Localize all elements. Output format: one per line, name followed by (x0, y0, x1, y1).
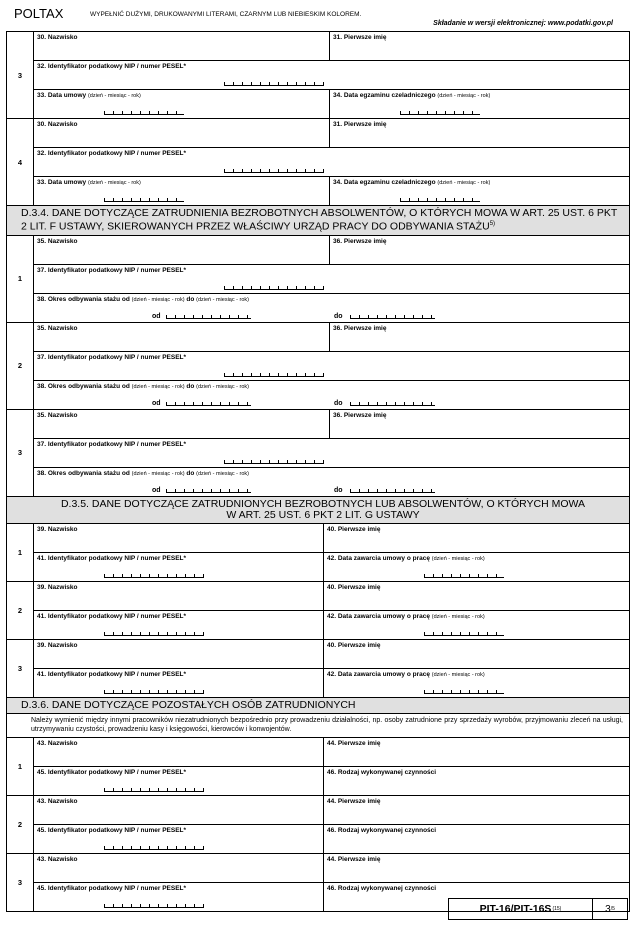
field-label (327, 827, 436, 834)
field-label-text: 36. Pierwsze imię (333, 324, 387, 332)
field-label: 38. Okres odbywania stażu od (dzień - miesiąc - rok) do (dzień - miesiąc - rok) (37, 469, 249, 477)
field-label-text: 33. Data umowy (37, 179, 87, 186)
field-label-text: 31. Pierwsze imię (333, 121, 387, 128)
field-label-note: (dzień - miesiąc - rok) (87, 180, 141, 186)
internship-period-field[interactable] (34, 381, 629, 409)
field-label-text: 40. Pierwsze imię (327, 641, 381, 649)
exam-date-field[interactable] (330, 177, 629, 205)
field-label: 38. Okres odbywania stażu od (dzień - miesiąc - rok) do (dzień - miesiąc - rok) (37, 382, 249, 390)
row-number: 4 (7, 119, 34, 205)
firstname-field[interactable] (330, 119, 629, 147)
field-label (333, 34, 386, 41)
taxid-field[interactable] (34, 553, 324, 581)
taxid-field[interactable] (34, 767, 324, 795)
field-label-text: 36. Pierwsze imię (333, 237, 387, 245)
row-number: 3 (7, 854, 34, 911)
field-label-note: (dzień - miesiąc - rok) (437, 93, 491, 99)
field-label (37, 412, 77, 419)
electronic-filing-note: Składanie w wersji elektronicznej: www.podatki.gov.pl (433, 20, 613, 27)
field-label (327, 856, 380, 863)
field-label (37, 613, 186, 620)
field-label-text: 34. Data egzaminu czeladniczego (333, 92, 436, 99)
field-label (37, 34, 77, 41)
lastname-field[interactable] (34, 410, 330, 438)
field-label (333, 412, 386, 419)
field-label-note: (dzień - miesiąc - rok) (87, 93, 141, 99)
required-marker: * (183, 612, 187, 620)
taxid-field[interactable] (34, 148, 629, 176)
entry-boxes[interactable] (400, 198, 480, 202)
field-label (327, 555, 485, 562)
entry-boxes[interactable] (424, 574, 504, 578)
firstname-field[interactable] (324, 524, 629, 552)
form-code: PIT-16/PIT-16S (15) (449, 899, 593, 919)
taxid-field[interactable] (34, 669, 324, 697)
field-label-text: 37. Identyfikator podatkowy NIP / numer PESEL (37, 266, 184, 274)
contract-date-field[interactable] (34, 177, 330, 205)
section-title-d34: D.3.4. DANE DOTYCZĄCE ZATRUDNIENIA BEZROBOTNYCH ABSOLWENTÓW, O KTÓRYCH MOWA W ART. 25 UST. 6 PKT 2 LIT. F USTAWY, SKIEROWANYCH PRZEZ WŁAŚCIWY URZĄD PRACY DO ODBYWANIA STAŻU$^{5)}$ (7, 206, 629, 236)
lastname-field[interactable] (34, 236, 330, 264)
required-marker: * (183, 768, 187, 776)
entry-boxes[interactable] (224, 169, 324, 173)
field-label (37, 769, 186, 776)
field-label-text: 44. Pierwsze imię (327, 855, 381, 863)
field-label-text: 30. Nazwisko (37, 34, 78, 41)
field-label (37, 179, 141, 186)
from-label: od (152, 486, 161, 494)
field-label-text: 44. Pierwsze imię (327, 797, 381, 805)
firstname-field[interactable] (330, 236, 629, 264)
field-label (333, 325, 386, 332)
entry-boxes[interactable] (350, 315, 435, 319)
firstname-field[interactable] (324, 738, 629, 766)
field-label-text: 40. Pierwsze imię (327, 525, 381, 533)
field-label-note: (dzień - miesiąc - rok) (431, 671, 485, 678)
taxid-field[interactable] (34, 352, 629, 380)
person-row-2 (7, 582, 629, 640)
field-label (327, 613, 485, 620)
row-number: 1 (7, 524, 34, 581)
field-label (37, 555, 186, 562)
taxid-field[interactable] (34, 61, 629, 89)
taxid-field[interactable] (34, 883, 324, 911)
entry-boxes[interactable] (350, 489, 435, 493)
field-label-text: 39. Nazwisko (37, 583, 78, 591)
field-label-text: 43. Nazwisko (37, 739, 78, 747)
field-label-text: 31. Pierwsze imię (333, 34, 387, 41)
field-label-text: 44. Pierwsze imię (327, 739, 381, 747)
field-label-text: 35. Nazwisko (37, 237, 78, 245)
entry-boxes[interactable] (166, 402, 251, 406)
field-label-text: 45. Identyfikator podatkowy NIP / numer PESEL (37, 768, 184, 776)
field-label (37, 526, 77, 533)
activity-type-field[interactable] (324, 767, 629, 795)
field-label (333, 121, 386, 128)
firstname-field[interactable] (324, 582, 629, 610)
section-title-d36: D.3.6. DANE DOTYCZĄCE POZOSTAŁYCH OSÓB ZATRUDNIONYCH (7, 698, 629, 714)
row-number: 2 (7, 323, 34, 409)
field-label (327, 526, 380, 533)
person-row-3 (7, 640, 629, 698)
field-label-text: 42. Data zawarcia umowy o pracę (327, 554, 430, 562)
form-footer (448, 898, 628, 920)
field-label-note: (dzień - miesiąc - rok) (431, 555, 485, 562)
from-label: od (152, 399, 161, 407)
field-label (37, 325, 77, 332)
entry-boxes[interactable] (104, 904, 204, 908)
entry-boxes[interactable] (224, 373, 324, 377)
exam-date-field[interactable] (330, 90, 629, 118)
person-row-2 (7, 796, 629, 854)
entry-boxes[interactable] (166, 489, 251, 493)
person-row-3 (7, 32, 629, 119)
person-row-2 (7, 323, 629, 410)
row-number: 3 (7, 640, 34, 697)
field-label-text: 35. Nazwisko (37, 324, 78, 332)
required-marker: * (183, 826, 187, 834)
firstname-field[interactable] (324, 796, 629, 824)
from-label: od (152, 312, 161, 320)
lastname-field[interactable] (34, 323, 330, 351)
field-label (37, 798, 77, 805)
contract-date-field[interactable] (324, 669, 629, 697)
lastname-field[interactable] (34, 854, 324, 882)
lastname-field[interactable] (34, 32, 330, 60)
entry-boxes[interactable] (424, 632, 504, 636)
entry-boxes[interactable] (104, 788, 204, 792)
section-note: Należy wymienić między innymi pracowników niezatrudnionych bezpośrednio przy prowadzeniu działalności, np. osoby zatrudnione przy sprzedaży wyrobów, przyjmowaniu zleceń na usługi, utrzymywaniu czystości, prowadzeniu kasy i księgowości, kierowców i konwojentów. (7, 714, 629, 738)
row-number: 3 (7, 32, 34, 118)
field-label-text: 37. Identyfikator podatkowy NIP / numer PESEL (37, 440, 184, 448)
field-label-text: 46. Rodzaj wykonywanej czynności (327, 826, 437, 834)
person-row-4 (7, 119, 629, 206)
person-row-3 (7, 410, 629, 497)
field-label-text: 46. Rodzaj wykonywanej czynności (327, 884, 437, 892)
field-label-text: 34. Data egzaminu czeladniczego (333, 179, 436, 186)
field-label-text: 41. Identyfikator podatkowy NIP / numer PESEL (37, 670, 184, 678)
field-label-text: 45. Identyfikator podatkowy NIP / numer PESEL (37, 884, 184, 892)
field-label-text: 45. Identyfikator podatkowy NIP / numer PESEL (37, 826, 184, 834)
field-label-text: 41. Identyfikator podatkowy NIP / numer PESEL (37, 554, 184, 562)
page-number: 3 /5 (605, 903, 615, 915)
field-label (37, 740, 77, 747)
field-label-note: (dzień - miesiąc - rok) (431, 613, 485, 620)
entry-boxes[interactable] (224, 460, 324, 464)
field-label (37, 63, 186, 70)
field-label (327, 740, 380, 747)
internship-period-field[interactable] (34, 468, 629, 496)
firstname-field[interactable] (330, 410, 629, 438)
person-row-1 (7, 236, 629, 323)
lastname-field[interactable] (34, 796, 324, 824)
field-label-text: 42. Data zawarcia umowy o pracę (327, 670, 430, 678)
field-label (327, 798, 380, 805)
field-label-text: 40. Pierwsze imię (327, 583, 381, 591)
field-label-text: 42. Data zawarcia umowy o pracę (327, 612, 430, 620)
to-label: do (334, 399, 343, 407)
field-label-text: 43. Nazwisko (37, 855, 78, 863)
field-label (37, 584, 77, 591)
lastname-field[interactable] (34, 640, 324, 668)
section-title-d35: D.3.5. DANE DOTYCZĄCE ZATRUDNIONYCH BEZROBOTNYCH LUB ABSOLWENTÓW, O KTÓRYCH MOWA W ART. 25 UST. 6 PKT 2 LIT. G USTAWY (7, 497, 629, 524)
entry-boxes[interactable] (224, 286, 324, 290)
field-label (37, 827, 186, 834)
field-label (333, 92, 490, 99)
entry-boxes[interactable] (104, 111, 184, 115)
entry-boxes[interactable] (104, 198, 184, 202)
brand-label: POLTAX (14, 6, 64, 21)
lastname-field[interactable] (34, 119, 330, 147)
entry-boxes[interactable] (104, 846, 204, 850)
entry-boxes[interactable] (104, 690, 204, 694)
entry-boxes[interactable] (104, 574, 204, 578)
taxid-field[interactable] (34, 611, 324, 639)
field-label (333, 179, 490, 186)
to-label: do (334, 312, 343, 320)
field-label (37, 642, 77, 649)
entry-boxes[interactable] (350, 402, 435, 406)
entry-boxes[interactable] (224, 82, 324, 86)
field-label (37, 441, 186, 448)
lastname-field[interactable] (34, 524, 324, 552)
field-label (37, 150, 186, 157)
firstname-field[interactable] (324, 854, 629, 882)
field-label-text: 33. Data umowy (37, 92, 87, 99)
field-label (333, 238, 386, 245)
required-marker: * (183, 266, 187, 274)
field-label (37, 238, 77, 245)
field-label (37, 267, 186, 274)
field-label-text: 30. Nazwisko (37, 121, 78, 128)
internship-period-field[interactable] (34, 294, 629, 322)
field-label (37, 856, 77, 863)
lastname-field[interactable] (34, 582, 324, 610)
field-label-text: 35. Nazwisko (37, 411, 78, 419)
field-label-text: 32. Identyfikator podatkowy NIP / numer PESEL (37, 150, 184, 157)
entry-boxes[interactable] (400, 111, 480, 115)
field-label (327, 584, 380, 591)
field-label (37, 671, 186, 678)
field-label (327, 769, 436, 776)
taxid-field[interactable] (34, 439, 629, 467)
row-number: 1 (7, 738, 34, 795)
entry-boxes[interactable] (166, 315, 251, 319)
required-marker: * (183, 150, 187, 157)
contract-date-field[interactable] (324, 611, 629, 639)
required-marker: * (183, 554, 187, 562)
field-label (37, 354, 186, 361)
field-label-text: 41. Identyfikator podatkowy NIP / numer PESEL (37, 612, 184, 620)
form-table (6, 31, 630, 912)
row-number: 2 (7, 796, 34, 853)
entry-boxes[interactable] (104, 632, 204, 636)
to-label: do (334, 486, 343, 494)
firstname-field[interactable] (330, 323, 629, 351)
lastname-field[interactable] (34, 738, 324, 766)
taxid-field[interactable] (34, 265, 629, 293)
contract-date-field[interactable] (324, 553, 629, 581)
fill-instruction: WYPEŁNIĆ DUŻYMI, DRUKOWANYMI LITERAMI, CZARNYM LUB NIEBIESKIM KOLOREM. (90, 11, 362, 18)
field-label-text: 43. Nazwisko (37, 797, 78, 805)
activity-type-field[interactable] (324, 825, 629, 853)
required-marker: * (183, 884, 187, 892)
required-marker: * (183, 440, 187, 448)
field-label (327, 671, 485, 678)
firstname-field[interactable] (330, 32, 629, 60)
firstname-field[interactable] (324, 640, 629, 668)
field-label-text: 46. Rodzaj wykonywanej czynności (327, 768, 437, 776)
person-row-1 (7, 524, 629, 582)
contract-date-field[interactable] (34, 90, 330, 118)
taxid-field[interactable] (34, 825, 324, 853)
required-marker: * (183, 670, 187, 678)
field-label-text: 37. Identyfikator podatkowy NIP / numer PESEL (37, 353, 184, 361)
field-label (37, 92, 141, 99)
field-label: 38. Okres odbywania stażu od (dzień - miesiąc - rok) do (dzień - miesiąc - rok) (37, 295, 249, 303)
row-number: 1 (7, 236, 34, 322)
field-label-text: 36. Pierwsze imię (333, 411, 387, 419)
field-label-note: (dzień - miesiąc - rok) (437, 180, 491, 186)
entry-boxes[interactable] (424, 690, 504, 694)
row-number: 3 (7, 410, 34, 496)
required-marker: * (183, 63, 187, 70)
field-label (327, 642, 380, 649)
row-number: 2 (7, 582, 34, 639)
field-label (37, 121, 77, 128)
required-marker: * (183, 353, 187, 361)
field-label-text: 39. Nazwisko (37, 525, 78, 533)
field-label-text: 32. Identyfikator podatkowy NIP / numer PESEL (37, 63, 184, 70)
field-label (327, 885, 436, 892)
field-label (37, 885, 186, 892)
person-row-1 (7, 738, 629, 796)
field-label-text: 39. Nazwisko (37, 641, 78, 649)
